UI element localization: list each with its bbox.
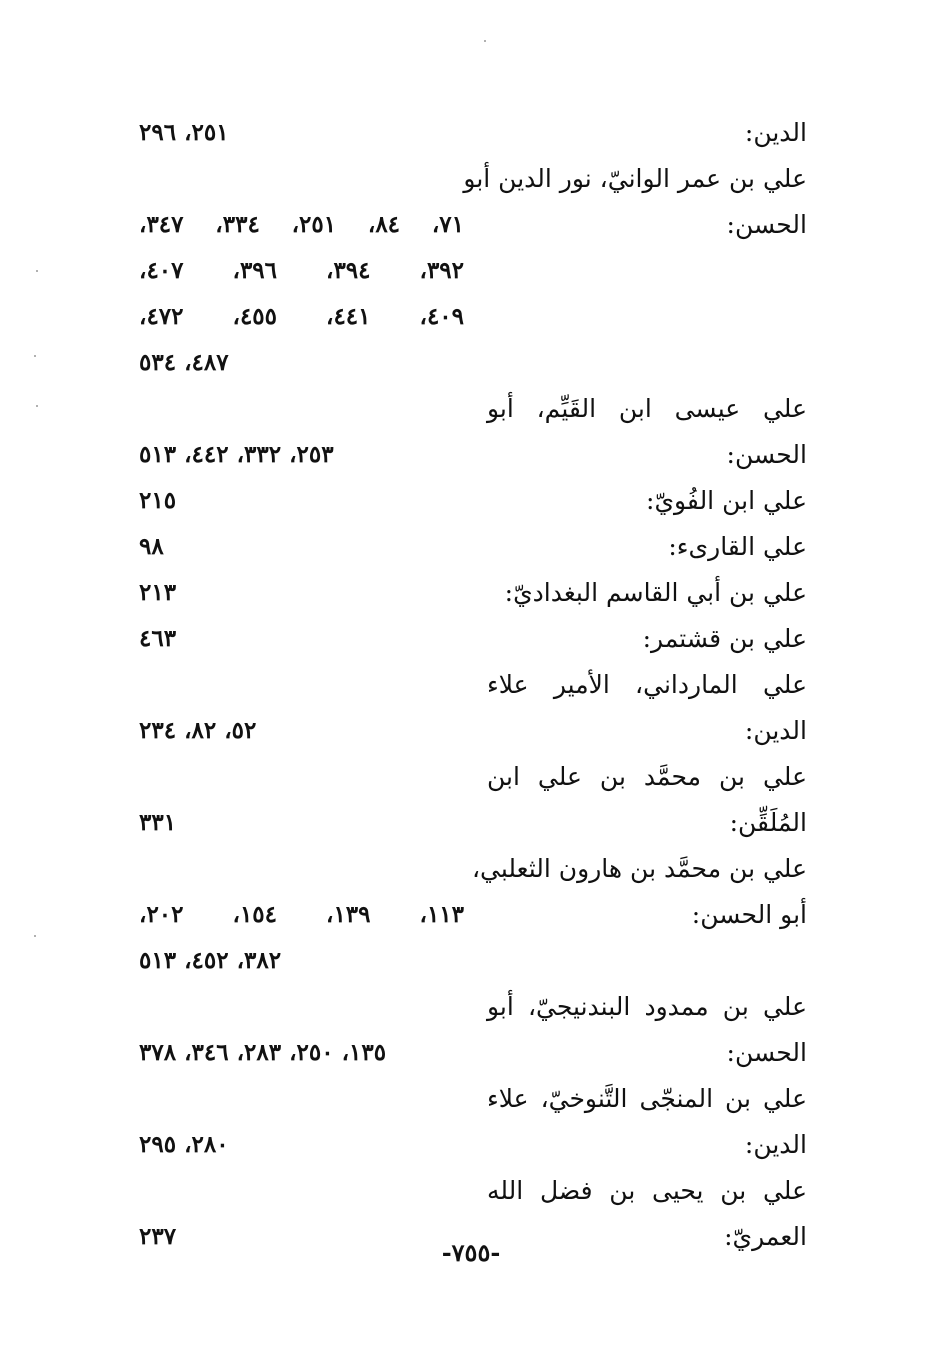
entry-line	[139, 156, 807, 202]
page-references: ٩٨	[139, 533, 164, 560]
entry-name: علي بن ممدود البندنيجيّ، أبو	[487, 992, 807, 1021]
entry-line	[139, 662, 807, 708]
entry-line	[139, 570, 807, 616]
entry-line	[139, 846, 807, 892]
scan-speck	[36, 405, 38, 407]
entry-line	[139, 1030, 807, 1076]
entry-line	[139, 708, 807, 754]
entry-name: الدين:	[744, 716, 807, 745]
entry-line	[139, 478, 807, 524]
entry-name: علي بن محمَّد بن علي ابن	[487, 762, 807, 791]
scan-speck	[34, 935, 36, 937]
page-references: ٢١٣	[139, 579, 177, 606]
entry-name: علي عيسى ابن القَيِّم، أبو	[487, 394, 807, 423]
entry-name: المُلَقِّن:	[729, 808, 807, 837]
index-page	[139, 110, 807, 1260]
page-references: ٢٥٣، ٣٣٢، ٤٤٢، ٥١٣	[139, 441, 334, 468]
page-references: ٧١، ٨٤، ٢٥١، ٣٣٤، ٣٤٧،	[139, 211, 464, 238]
page-references: ٣٣١	[139, 809, 177, 836]
entry-line	[139, 202, 807, 248]
entry-line	[139, 248, 807, 294]
entry-name: علي بن عمر الوانيّ، نور الدين أبو	[463, 164, 807, 193]
entry-line	[139, 294, 807, 340]
page-references: ٢٥١، ٢٩٦	[139, 119, 229, 146]
entry-line	[139, 800, 807, 846]
scan-speck	[36, 270, 38, 272]
entry-line	[139, 340, 807, 386]
scan-speck	[484, 40, 486, 42]
entry-name: علي بن يحيى بن فضل الله	[487, 1176, 807, 1205]
page-references: ٢٣٧	[139, 1223, 177, 1250]
entry-name: العمريّ:	[724, 1222, 807, 1251]
entry-line	[139, 432, 807, 478]
entry-line	[139, 524, 807, 570]
entry-line	[139, 938, 807, 984]
entry-name: علي بن أبي القاسم البغداديّ:	[504, 578, 807, 607]
page-references: ١١٣، ١٣٩، ١٥٤، ٢٠٢،	[139, 901, 464, 928]
page-number: -٧٥٥-	[441, 1238, 501, 1267]
page-references: ٤٨٧، ٥٣٤	[139, 349, 229, 376]
entry-name: علي بن محمَّد بن هارون الثعلبي،	[471, 854, 807, 883]
entry-name: الحسن:	[726, 1038, 807, 1067]
entry-line	[139, 892, 807, 938]
page-references: ٣٩٢، ٣٩٤، ٣٩٦، ٤٠٧،	[139, 257, 464, 284]
entry-line	[139, 616, 807, 662]
scan-speck	[34, 355, 36, 357]
entry-name: علي بن المنجّى التَّنوخيّ، علاء	[487, 1084, 807, 1113]
entry-line	[139, 386, 807, 432]
entry-line	[139, 110, 807, 156]
entry-name: علي بن قشتمر:	[642, 624, 807, 653]
entry-line	[139, 1076, 807, 1122]
entry-name: الدين:	[744, 1130, 807, 1159]
entry-name: علي المارداني، الأمير علاء	[487, 670, 807, 699]
page-references: ٤٠٩، ٤٤١، ٤٥٥، ٤٧٢،	[139, 303, 464, 330]
page-references: ٤٦٣	[139, 625, 177, 652]
page-references: ٢٨٠، ٢٩٥	[139, 1131, 229, 1158]
entry-line	[139, 1168, 807, 1214]
entry-line	[139, 754, 807, 800]
entry-line	[139, 984, 807, 1030]
entry-name: علي القارىء:	[668, 532, 807, 561]
entry-name: علي ابن الفُويّ:	[646, 486, 807, 515]
entry-name: الحسن:	[726, 440, 807, 469]
page-references: ١٣٥، ٢٥٠، ٢٨٣، ٣٤٦، ٣٧٨	[139, 1039, 387, 1066]
page-references: ٣٨٢، ٤٥٢، ٥١٣	[139, 947, 282, 974]
entry-line	[139, 1122, 807, 1168]
entry-name: الدين:	[744, 118, 807, 147]
entry-name: أبو الحسن:	[691, 900, 807, 929]
entry-name: الحسن:	[726, 210, 807, 239]
page-references: ٥٢، ٨٢، ٢٣٤	[139, 717, 257, 744]
page-references: ٢١٥	[139, 487, 177, 514]
